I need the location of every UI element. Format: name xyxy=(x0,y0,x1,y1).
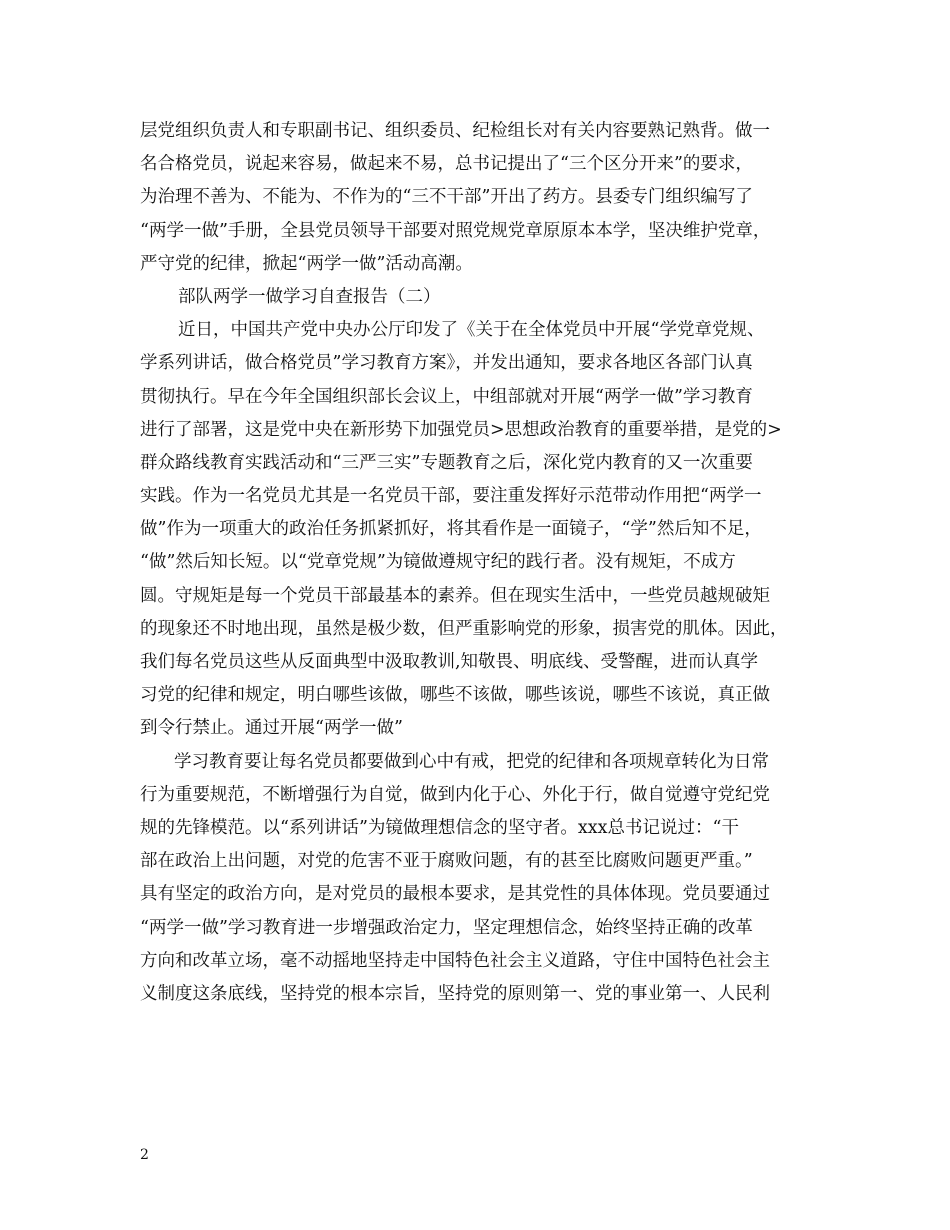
text-line: 我们每名党员这些从反面典型中汲取教训,知敬畏、明底线、受警醒，进而认真学 xyxy=(140,652,759,672)
text-line: “做”然后知长短。以“党章党规”为镜做遵规守纪的践行者。没有规矩，不成方 xyxy=(140,552,736,573)
text-line: 具有坚定的政治方向，是对党员的最根本要求，是其党性的具体体现。党员要通过 xyxy=(140,884,770,905)
text-line: 行为重要规范，不断增强行为自觉，做到内化于心、外化于行，做自觉遵守党纪党 xyxy=(140,784,770,805)
text-line: 近日，中国共产党中央办公厅印发了《关于在全体党员中开展“学党章党规、 xyxy=(178,320,765,341)
text-line: 圆。守规矩是每一个党员干部最基本的素养。但在现实生活中，一些党员越规破矩 xyxy=(140,585,770,606)
text-line: 习党的纪律和规定，明白哪些该做，哪些不该做，哪些该说，哪些不该说，真正做 xyxy=(140,685,770,706)
text-line: 学系列讲话，做合格党员”学习教育方案》，并发出通知，要求各地区各部门认真 xyxy=(140,353,753,374)
page-number: 2 xyxy=(140,1147,149,1163)
section-heading: 部队两学一做学习自查报告（二） xyxy=(178,286,441,307)
text-line: 到令行禁止。通过开展“两学一做” xyxy=(140,718,403,739)
text-line: 的现象还不时地出现，虽然是极少数，但严重影响党的形象，损害党的肌体。因此， xyxy=(140,618,788,639)
text-line: 进行了部署，这是党中央在新形势下加强党员>思想政治教育的重要举措，是党的> xyxy=(140,419,782,440)
text-line: 方向和改革立场，毫不动摇地坚持走中国特色社会主义道路，守住中国特色社会主 xyxy=(140,950,770,971)
text-line: 做”作为一项重大的政治任务抓紧抓好，将其看作是一面镜子，“学”然后知不足， xyxy=(140,519,762,540)
text-line: 严守党的纪律，掀起“两学一做”活动高潮。 xyxy=(140,253,473,274)
text-line: 群众路线教育实践活动和“三严三实”专题教育之后，深化党内教育的又一次重要 xyxy=(140,452,753,473)
text-line: 贯彻执行。早在今年全国组织部长会议上，中组部就对开展“两学一做”学习教育 xyxy=(140,386,753,407)
text-line: 义制度这条底线，坚持党的根本宗旨，坚持党的原则第一、党的事业第一、人民利 xyxy=(140,983,770,1004)
document-body xyxy=(140,115,830,1011)
text-line: 层党组织负责人和专职副书记、组织委员、纪检组长对有关内容要熟记熟背。做一 xyxy=(140,121,770,141)
text-line: 规的先锋模范。以“系列讲话”为镜做理想信念的坚守者。xxx总书记说过：“干 xyxy=(140,817,739,838)
text-line: “两学一做”手册，全县党员领导干部要对照党规党章原原本本学，坚决维护党章， xyxy=(140,220,771,241)
text-line: 实践。作为一名党员尤其是一名党员干部，要注重发挥好示范带动作用把“两学一 xyxy=(140,486,762,507)
text-line: 名合格党员，说起来容易，做起来不易，总书记提出了“三个区分开来”的要求， xyxy=(140,154,753,175)
text-line: 学习教育要让每名党员都要做到心中有戒，把党的纪律和各项规章转化为日常 xyxy=(174,751,769,772)
text-line: “两学一做”学习教育进一步增强政治定力，坚定理想信念，始终坚持正确的改革 xyxy=(140,917,753,938)
text-line: 部在政治上出问题，对党的危害不亚于腐败问题，有的甚至比腐败问题更严重。” xyxy=(140,851,753,872)
text-line: 为治理不善为、不能为、不作为的“三不干部”开出了药方。县委专门组织编写了 xyxy=(140,187,753,208)
